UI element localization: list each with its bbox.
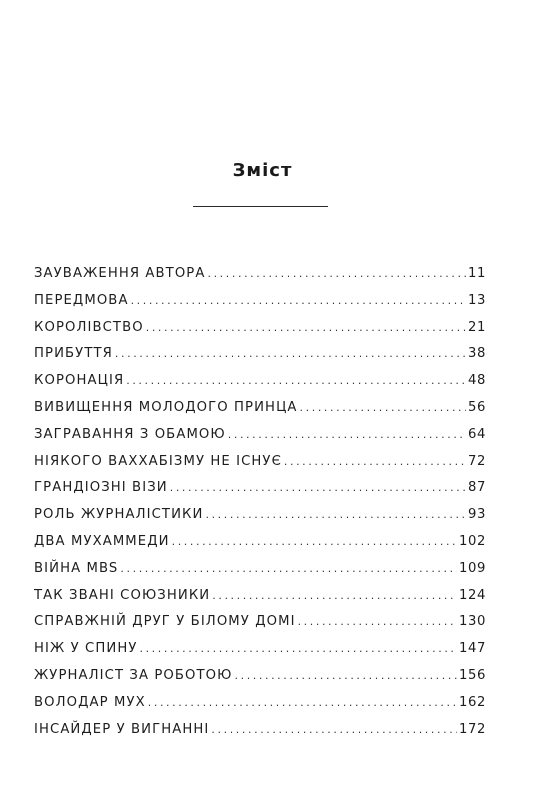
toc-entry-page-number: 48 xyxy=(468,373,486,389)
toc-entry-page-number: 11 xyxy=(468,266,486,281)
toc-entry-title: ВИВИЩЕННЯ МОЛОДОГО ПРИНЦА xyxy=(34,399,298,415)
toc-entry-title: ЗАУВАЖЕННЯ АВТОРА xyxy=(34,266,206,281)
dot-leader xyxy=(146,321,466,334)
toc-entry-title: ВОЛОДАР МУХ xyxy=(34,694,146,710)
toc-entry-page-number: 102 xyxy=(459,533,486,549)
toc-entry xyxy=(34,346,486,373)
toc-entry-page-number: 72 xyxy=(468,453,486,469)
dot-leader xyxy=(131,294,466,307)
dot-leader xyxy=(172,535,457,548)
toc-entry xyxy=(34,293,486,320)
toc-entry-page-number: 64 xyxy=(468,426,486,442)
toc-entry xyxy=(34,454,486,481)
dot-leader xyxy=(212,589,457,602)
dot-leader xyxy=(284,455,466,468)
dot-leader xyxy=(115,347,466,360)
toc-entry-title: ВІЙНА MBS xyxy=(34,560,119,576)
toc-entry-title: ПЕРЕДМОВА xyxy=(34,292,129,308)
toc-entry xyxy=(34,427,486,454)
toc-entry xyxy=(34,480,486,507)
toc-entry-title: КОРОНАЦІЯ xyxy=(34,373,125,389)
toc-entry-title: ІНСАЙДЕР У ВИГНАННІ xyxy=(34,721,210,737)
toc-entry-page-number: 109 xyxy=(459,560,486,576)
dot-leader xyxy=(170,481,466,494)
dot-leader xyxy=(139,642,457,655)
toc-entry-page-number: 156 xyxy=(459,667,486,683)
dot-leader xyxy=(148,696,457,709)
dot-leader xyxy=(211,723,457,736)
toc-entry-page-number: 38 xyxy=(468,346,486,362)
toc-entry xyxy=(34,561,486,588)
toc-entry xyxy=(34,588,486,615)
toc-entry xyxy=(34,668,486,695)
toc-entry-title: ЖУРНАЛІСТ ЗА РОБОТОЮ xyxy=(34,667,233,683)
toc-entry-page-number: 162 xyxy=(459,694,486,710)
toc-entry xyxy=(34,320,486,347)
toc-entry-page-number: 93 xyxy=(468,507,486,523)
toc-entry-page-number: 124 xyxy=(459,587,486,603)
toc-entry-page-number: 13 xyxy=(468,292,486,308)
toc-entry xyxy=(34,373,486,400)
table-of-contents xyxy=(34,266,486,748)
dot-leader xyxy=(235,669,458,682)
toc-entry-page-number: 130 xyxy=(459,614,486,630)
toc-entry-title: ГРАНДІОЗНІ ВІЗИ xyxy=(34,480,168,496)
toc-entry-title: НІЖ У СПИНУ xyxy=(34,641,138,657)
toc-entry-page-number: 147 xyxy=(459,641,486,657)
toc-entry-page-number: 172 xyxy=(459,721,486,737)
toc-entry-title: ПРИБУТТЯ xyxy=(34,346,113,362)
toc-entry-page-number: 87 xyxy=(468,480,486,496)
toc-entry-title: РОЛЬ ЖУРНАЛІСТИКИ xyxy=(34,507,204,523)
dot-leader xyxy=(126,374,466,387)
toc-entry-title: НІЯКОГО ВАХХАБІЗМУ НЕ ІСНУЄ xyxy=(34,453,282,469)
toc-entry xyxy=(34,507,486,534)
toc-entry xyxy=(34,614,486,641)
toc-entry-page-number: 21 xyxy=(468,319,486,335)
toc-entry-page-number: 56 xyxy=(468,399,486,415)
page-title: Зміст xyxy=(232,160,293,181)
toc-entry-title: СПРАВЖНІЙ ДРУГ У БІЛОМУ ДОМІ xyxy=(34,614,296,630)
toc-entry xyxy=(34,400,486,427)
title-underline xyxy=(193,206,328,207)
toc-entry-title: ДВА МУХАММЕДИ xyxy=(34,533,170,549)
dot-leader xyxy=(120,562,457,575)
toc-entry xyxy=(34,534,486,561)
toc-entry xyxy=(34,722,486,749)
dot-leader xyxy=(205,508,466,521)
dot-leader xyxy=(207,267,466,280)
dot-leader xyxy=(298,615,457,628)
toc-entry xyxy=(34,266,486,293)
dot-leader xyxy=(228,428,466,441)
toc-entry-title: КОРОЛІВСТВО xyxy=(34,319,144,335)
toc-entry-title: ЗАГРАВАННЯ З ОБАМОЮ xyxy=(34,426,226,442)
toc-entry-title: ТАК ЗВАНІ СОЮЗНИКИ xyxy=(34,587,211,603)
dot-leader xyxy=(300,401,466,414)
toc-entry xyxy=(34,695,486,722)
toc-entry xyxy=(34,641,486,668)
